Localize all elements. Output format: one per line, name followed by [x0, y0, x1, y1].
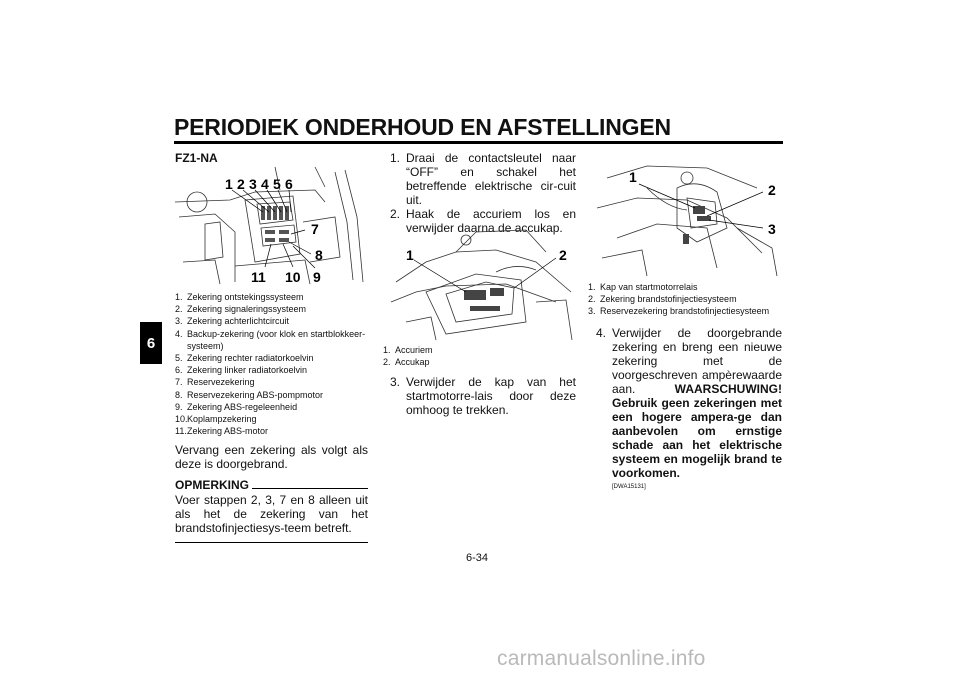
- caption-item: 6. Zekering linker radiatorkoelvin: [175, 365, 308, 376]
- battery-illustration: [386, 222, 578, 342]
- caption-item: 10. Koplampzekering: [175, 414, 257, 425]
- fuse-caption-list: [175, 291, 370, 437]
- note-heading-rule: [252, 488, 368, 489]
- note-text: Voer stappen 2, 3, 7 en 8 alleen uit als het de zekering van het brandstofinjectiesys-teem betreft.: [175, 493, 368, 535]
- callout-2: 2: [237, 176, 245, 192]
- callout-2: 2: [768, 182, 776, 198]
- intro-paragraph: Vervang een zekering als volgt als deze is doorgebrand.: [175, 443, 368, 471]
- callout-8: 8: [315, 247, 323, 263]
- step-1: 1. Draai de contactsleutel naar “OFF” en schakel het betreffende elektrische cir-cuit uit.: [390, 151, 576, 207]
- starter-relay-figure: [587, 158, 785, 278]
- callout-3: 3: [768, 221, 776, 237]
- callout-11: 11: [251, 269, 266, 285]
- step-4-text: Verwijder de doorgebrande zekering en breng een nieuwe zekering met de voorgeschreven ampèrewaarde aan.: [612, 326, 782, 396]
- note-box: [175, 478, 368, 543]
- caption-item: 4. Backup-zekering (voor klok en startblokkeer-systeem): [175, 328, 366, 351]
- starter-relay-illustration: [587, 158, 785, 278]
- caption-item: 8. Reservezekering ABS-pompmotor: [175, 389, 324, 400]
- caption-item: 2. Zekering signaleringssysteem: [175, 304, 307, 315]
- callout-4: 4: [261, 176, 269, 192]
- caption-item: 2. Accukap: [383, 357, 430, 368]
- callout-1: 1: [225, 176, 233, 192]
- caption-item: 5. Zekering rechter radiatorkoelvin: [175, 353, 314, 364]
- callout-3: 3: [249, 176, 257, 192]
- fuse-box-illustration: [175, 162, 370, 286]
- callout-1: 1: [629, 169, 637, 185]
- warning-text: WAARSCHUWING! Gebruik geen zekeringen met een hogere ampera-ge dan aanbevolen om ernstige schade aan het elektrische systeem en mogelijk brand te voorkomen.: [612, 382, 782, 480]
- callout-6: 6: [285, 176, 293, 192]
- battery-caption-list: [383, 344, 573, 368]
- warning-code: [DWA15131]: [612, 484, 646, 490]
- caption-item: 1. Kap van startmotorrelais: [588, 282, 698, 292]
- callout-9: 9: [313, 269, 321, 285]
- page-title: PERIODIEK ONDERHOUD EN AFSTELLINGEN: [174, 114, 671, 140]
- fuse-box-figure: [175, 162, 370, 286]
- caption-item: 1. Accuriem: [383, 345, 433, 355]
- model-label: FZ1-NA: [175, 151, 218, 165]
- callout-7: 7: [311, 221, 319, 237]
- chapter-tab: 6: [140, 322, 162, 364]
- caption-item: 3. Reservezekering brandstofinjectiesysteem: [588, 306, 770, 317]
- relay-caption-list: [588, 281, 784, 318]
- caption-item: 3. Zekering achterlichtcircuit: [175, 316, 290, 327]
- step-4: 4. Verwijder de doorgebrande zekering en breng een nieuwe zekering met de voorgeschreven ampèrewaarde aan. WAARSCHUWING! Gebruik geen zekeringen met een hogere ampera-ge dan aanbevolen om ernstige schade aan het elektrische systeem en mogelijk brand te voorkomen.: [596, 326, 782, 480]
- battery-figure: [386, 222, 578, 342]
- caption-item: 7. Reservezekering: [175, 377, 255, 388]
- watermark: carmanualsonline.info: [497, 647, 706, 670]
- caption-item: 9. Zekering ABS-regeleenheid: [175, 401, 298, 412]
- step-3: 3. Verwijder de kap van het startmotorre-lais door deze omhoog te trekken.: [390, 375, 576, 417]
- title-rule: [174, 141, 783, 144]
- step-3-block: [390, 375, 576, 417]
- callout-1: 1: [406, 247, 414, 263]
- step-4-block: [596, 326, 782, 490]
- note-bottom-rule: [175, 542, 368, 543]
- callout-2: 2: [559, 247, 567, 263]
- caption-item: 2. Zekering brandstofinjectiesysteem: [588, 294, 737, 305]
- note-heading: OPMERKING: [175, 478, 250, 492]
- caption-item: 1. Zekering ontstekingssysteem: [175, 292, 304, 302]
- step-2: 2. Haak de accuriem los en verwijder daarna de accukap.: [390, 207, 576, 235]
- callout-10: 10: [285, 269, 301, 285]
- page-number: 6-34: [466, 552, 489, 564]
- caption-item: 11. Zekering ABS-motor: [175, 426, 269, 437]
- callout-5: 5: [273, 176, 281, 192]
